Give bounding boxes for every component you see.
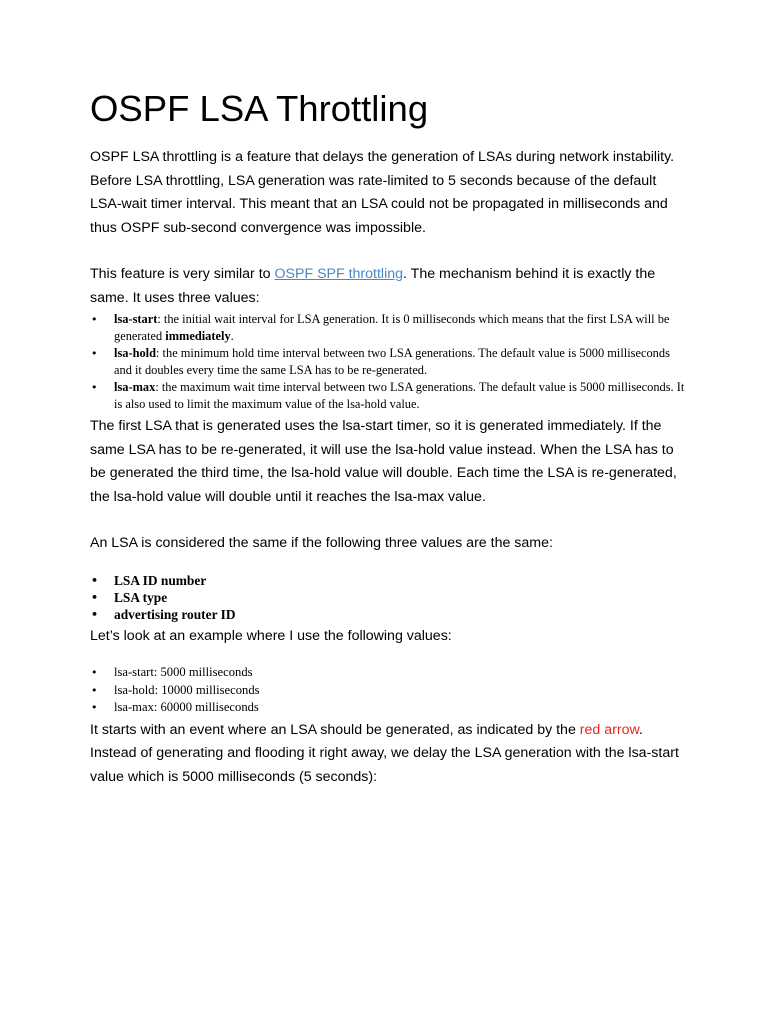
intro-paragraph: OSPF LSA throttling is a feature that delays the generation of LSAs during network instability. Before LSA throttling, LSA generation was rate-limited to 5 seconds because of the default LSA-wait timer interval. This meant that an LSA could not be propagated in milliseconds and thus OSPF sub-second convergence was impossible. <box>90 149 675 236</box>
similar-paragraph <box>90 263 690 310</box>
definition-item-lsa-hold <box>90 345 690 379</box>
definition-item-lsa-max <box>90 379 690 413</box>
same-intro-paragraph: An LSA is considered the same if the following three values are the same: <box>90 535 553 551</box>
list-item: • lsa-hold: 10000 milliseconds <box>90 682 690 700</box>
page-title: OSPF LSA Throttling <box>90 88 429 129</box>
definition-term: lsa-hold <box>114 346 157 360</box>
example-intro-paragraph: Let’s look at an example where I use the following values: <box>90 627 452 644</box>
similar-text-before: This feature is very similar to <box>90 266 275 282</box>
definition-text: : the minimum hold time interval between two LSA generations. The default value is 5000 milliseconds and it doubles every time the same LSA has to be re-generated. <box>114 346 670 377</box>
example-values-list <box>90 664 690 717</box>
ospf-spf-throttling-link[interactable]: OSPF SPF throttling <box>274 266 404 282</box>
list-item: • lsa-max: 60000 milliseconds <box>90 699 690 717</box>
definition-tail: . <box>230 329 234 343</box>
list-item: • LSA ID number <box>90 572 690 589</box>
event-text-before: It starts with an event where an LSA should be generated, as indicated by the <box>90 721 580 738</box>
definition-list <box>90 311 690 413</box>
list-item: • advertising router ID <box>90 606 690 623</box>
definition-text: : the initial wait interval for LSA generation. It is 0 milliseconds which means that the first LSA will be generated <box>114 312 670 343</box>
definition-item-lsa-start <box>90 311 690 345</box>
list-item: • lsa-start: 5000 milliseconds <box>90 664 690 682</box>
definition-text: : the maximum wait time interval between two LSA generations. The default value is 5000 milliseconds. It is also used to limit the maximum value of the lsa-hold value. <box>114 380 685 411</box>
red-arrow-text: red arrow <box>579 721 639 738</box>
list-item: • LSA type <box>90 589 690 606</box>
same-values-list <box>90 572 690 623</box>
event-paragraph <box>90 719 690 790</box>
similar-text-after: . The mechanism behind it is exactly the same. It uses three values: <box>90 266 656 306</box>
definition-term: lsa-start <box>114 312 158 326</box>
explain-paragraph: The first LSA that is generated uses the lsa-start timer, so it is generated immediately. If the same LSA has to be re-generated, it will use the lsa-hold value instead. When the LSA has to be generated the third time, the lsa-hold value will double. Each time the LSA is re-generated, the lsa-hold value will double until it reaches the lsa-max value. <box>90 418 677 505</box>
definition-term: lsa-max <box>114 380 156 394</box>
event-text-after: . Instead of generating and flooding it right away, we delay the LSA generation with the lsa-start value which is 5000 milliseconds (5 seconds): <box>90 721 679 785</box>
definition-emphasis: immediately <box>165 329 231 343</box>
document-content <box>90 88 690 789</box>
